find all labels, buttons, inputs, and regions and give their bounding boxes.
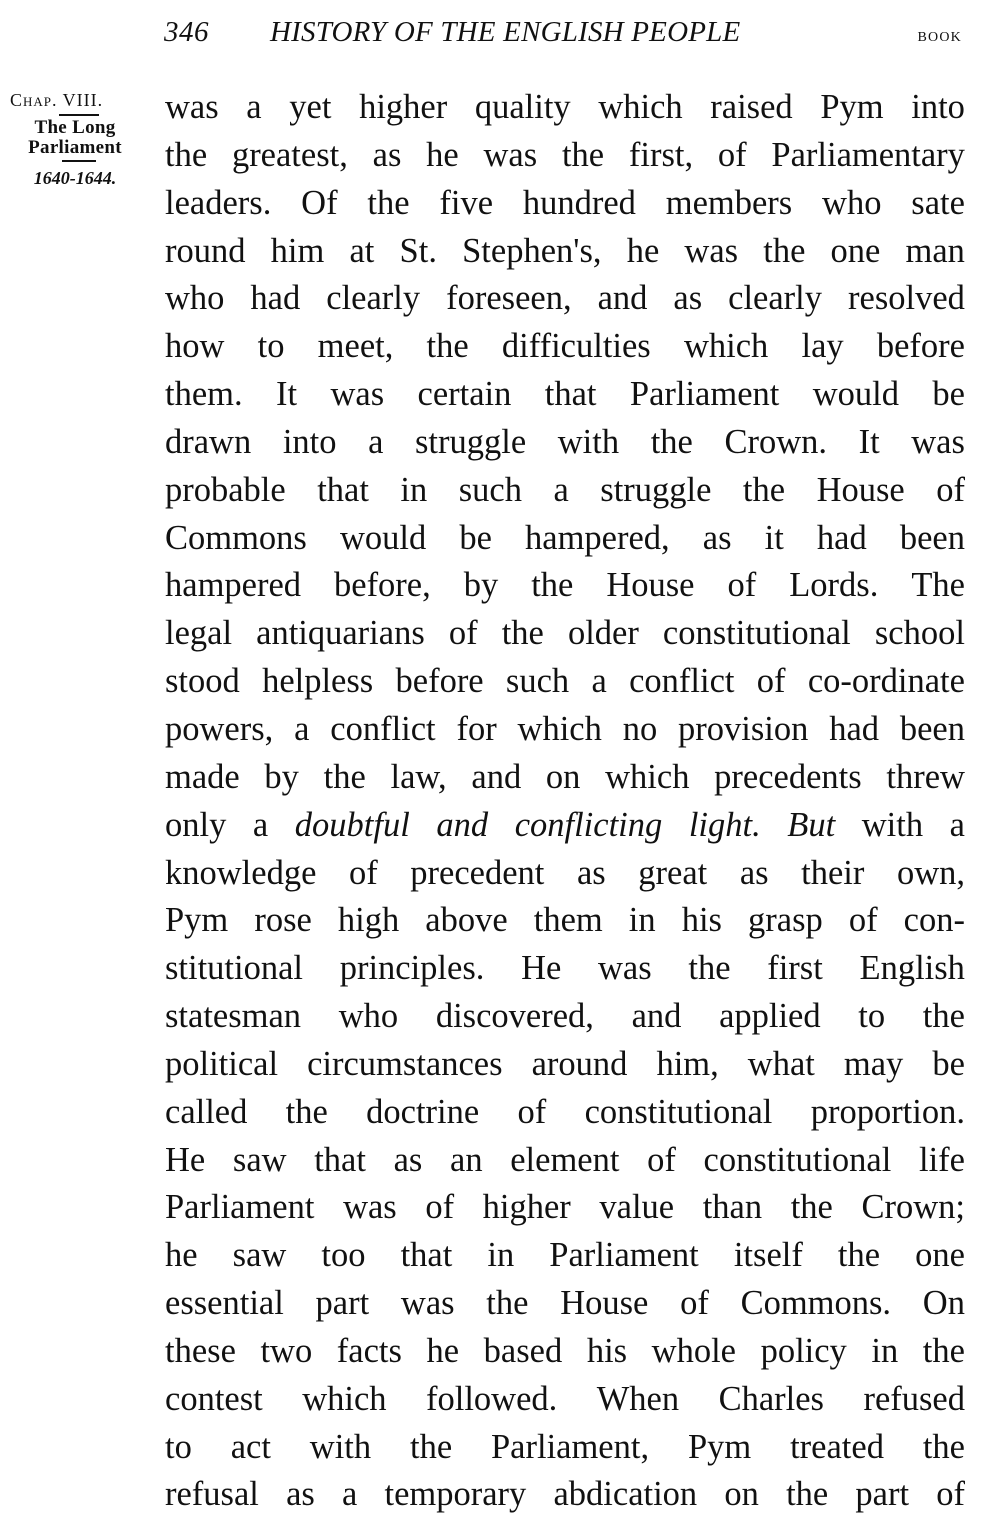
text-line: round him at St. Stephen's, he was the one man — [165, 231, 965, 270]
body-text — [165, 84, 965, 1519]
text-line: the greatest, as he was the first, of Parliamentary — [165, 135, 965, 174]
section-title-line-2: Parliament — [28, 137, 122, 158]
text-line: leaders. Of the five hundred members who sate — [165, 183, 965, 222]
margin-notes — [4, 90, 154, 189]
text-line: stitutional principles. He was the first English — [165, 949, 965, 988]
margin-rule-short — [62, 160, 96, 162]
text-line: Commons would be hampered, as it had been — [165, 518, 965, 557]
text-line: made by the law, and on which precedents threw — [165, 757, 965, 796]
text-line: legal antiquarians of the older constitutional school — [165, 614, 965, 653]
section-title-line-1: The Long — [34, 117, 116, 138]
text-line: Parliament was of higher value than the Crown; — [165, 1188, 965, 1227]
page-number: 346 — [164, 16, 209, 48]
text-line: who had clearly foreseen, and as clearly resolved — [165, 279, 965, 318]
running-header — [164, 12, 964, 52]
text-line: how to meet, the difficulties which lay before — [165, 327, 965, 366]
text-line: refusal as a temporary abdication on the part of — [165, 1475, 965, 1514]
text-line: was a yet higher quality which raised Pym into — [165, 88, 965, 126]
text-line: contest which followed. When Charles refused — [165, 1379, 965, 1418]
text-line: probable that in such a struggle the House of — [165, 470, 965, 509]
text-line: essential part was the House of Commons. On — [165, 1284, 965, 1323]
text-line: drawn into a struggle with the Crown. It was — [165, 422, 965, 461]
section-dates: 1640-1644. — [33, 167, 117, 188]
text-line: only a doubtful and conflicting light. But with a — [165, 805, 965, 844]
text-line: He saw that as an element of constitutional life — [165, 1140, 965, 1179]
running-title: HISTORY OF THE ENGLISH PEOPLE — [270, 16, 741, 48]
text-line: them. It was certain that Parliament would be — [165, 375, 965, 414]
text-line: knowledge of precedent as great as their own, — [165, 853, 965, 892]
chapter-label: Chap. VIII. — [10, 90, 104, 110]
text-line: Pym rose high above them in his grasp of con- — [165, 901, 965, 940]
text-line: he saw too that in Parliament itself the one — [165, 1236, 965, 1275]
text-line: powers, a conflict for which no provision had been — [165, 709, 965, 748]
margin-rule — [59, 114, 99, 116]
text-line: these two facts he based his whole policy in the — [165, 1331, 965, 1370]
text-line: to act with the Parliament, Pym treated the — [165, 1427, 965, 1466]
text-line: political circumstances around him, what may be — [165, 1044, 965, 1083]
text-line: hampered before, by the House of Lords. The — [165, 566, 965, 605]
text-line: called the doctrine of constitutional proportion. — [165, 1092, 965, 1131]
text-line: stood helpless before such a conflict of co-ordinate — [165, 662, 965, 701]
book-label: book — [917, 24, 962, 46]
text-line: statesman who discovered, and applied to the — [165, 997, 965, 1036]
